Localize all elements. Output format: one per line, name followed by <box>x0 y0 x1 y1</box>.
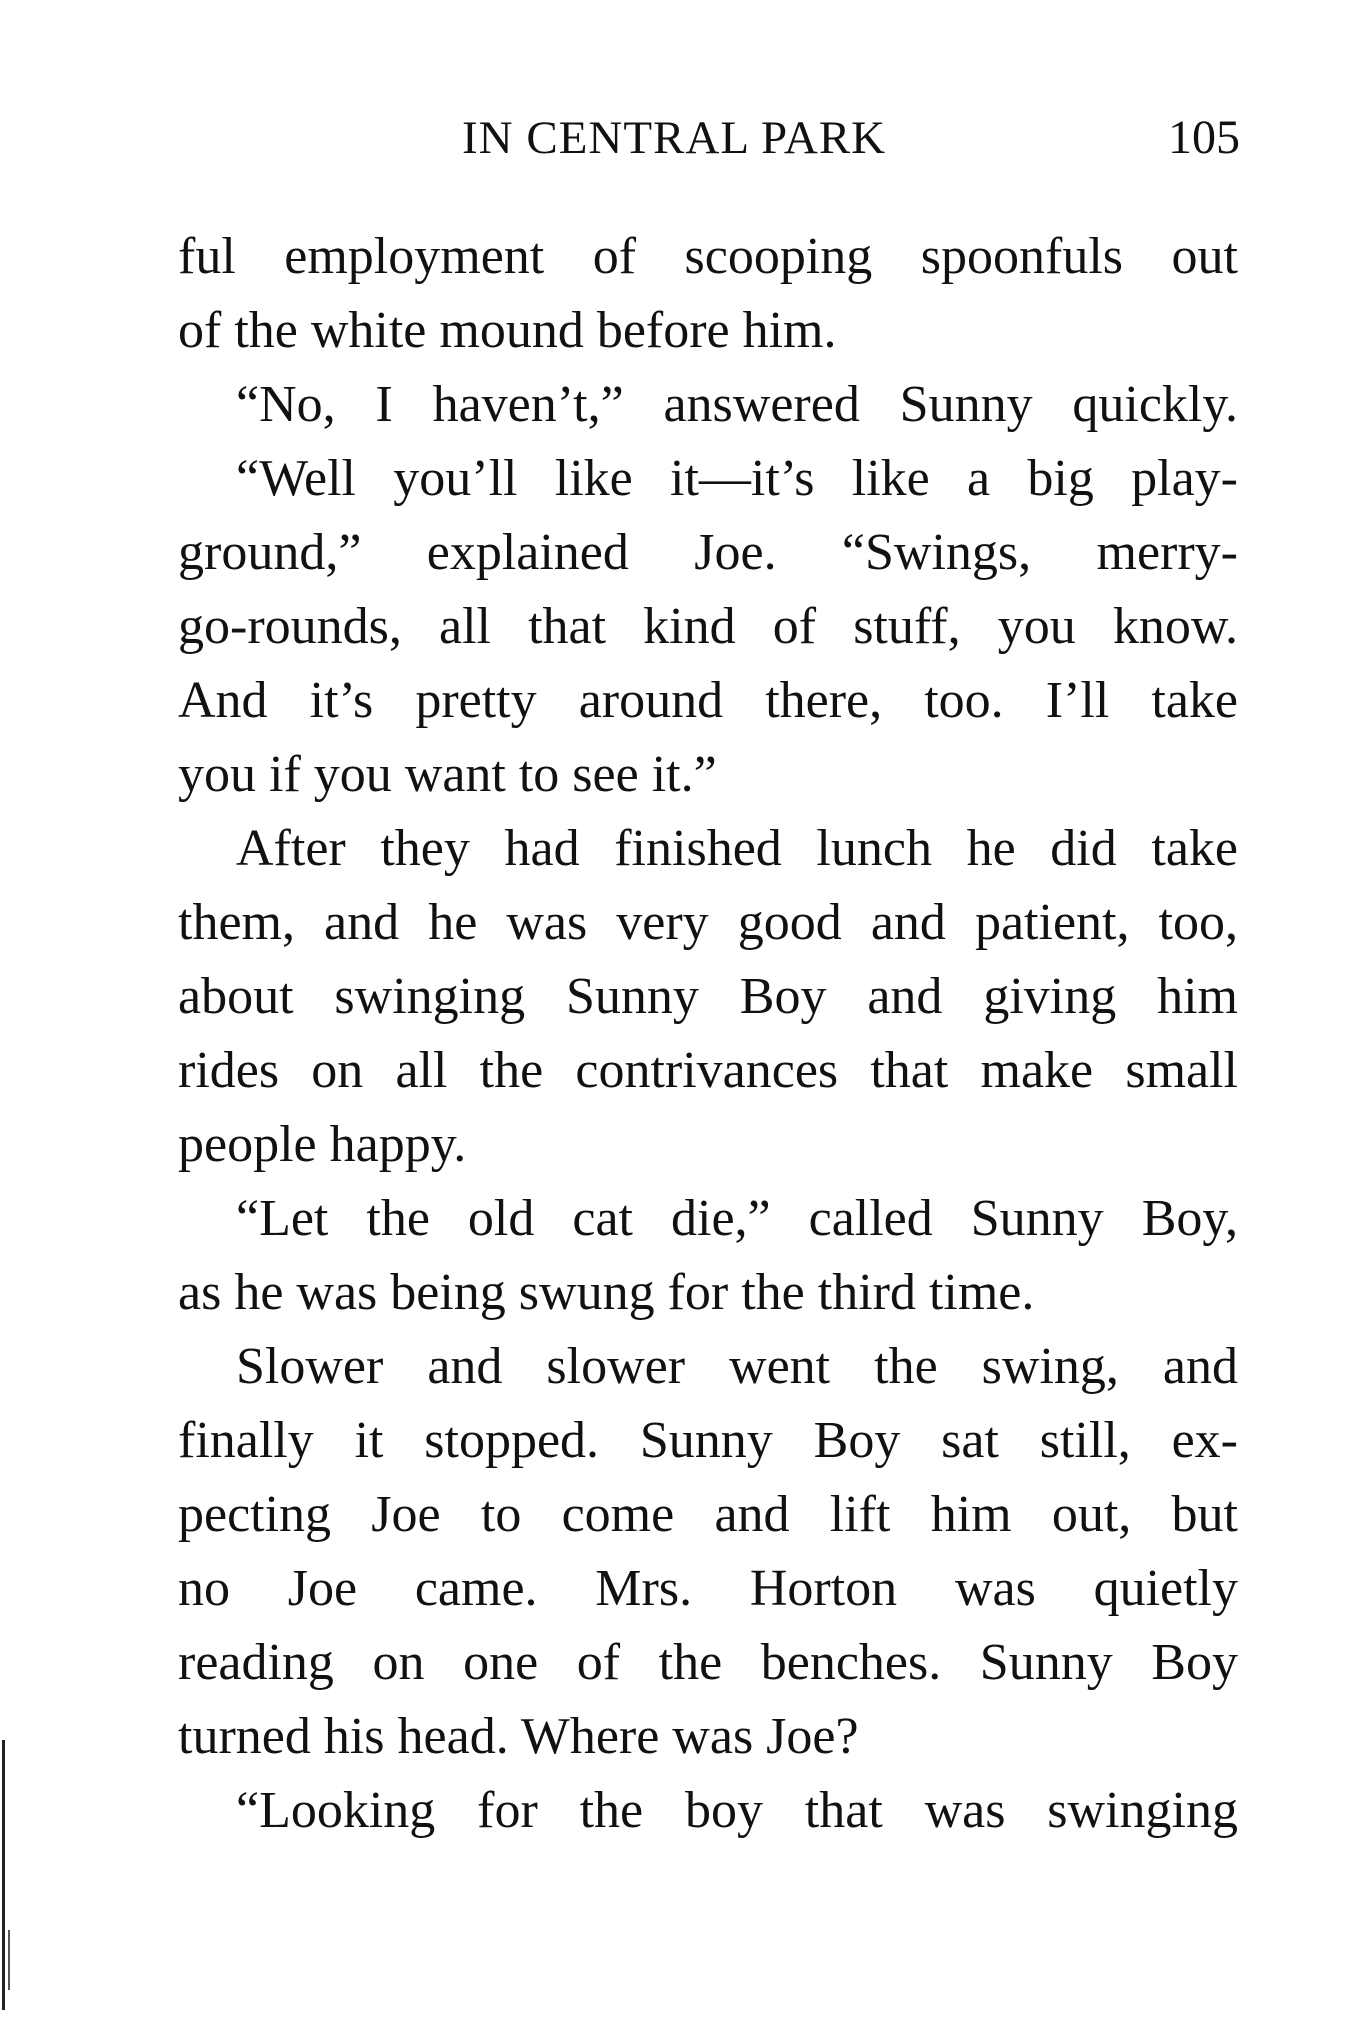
scan-edge-mark <box>8 1930 10 1990</box>
text-line: After they had finished lunch he did take <box>236 820 1238 877</box>
running-head <box>0 108 1363 168</box>
text-line: “Well you’ll like it—it’s like a big play- <box>236 450 1238 507</box>
text-line: them, and he was very good and patient, too, <box>178 894 1238 951</box>
text-line: as he was being swung for the third time. <box>178 1264 1035 1321</box>
text-line: reading on one of the benches. Sunny Boy <box>178 1634 1238 1691</box>
text-line: people happy. <box>178 1116 467 1173</box>
text-line: no Joe came. Mrs. Horton was quietly <box>178 1560 1238 1617</box>
page-number: 105 <box>1168 111 1240 164</box>
text-line: turned his head. Where was Joe? <box>178 1708 859 1765</box>
text-line: of the white mound before him. <box>178 302 837 359</box>
text-line: “Looking for the boy that was swinging <box>236 1782 1238 1839</box>
text-line: rides on all the contrivances that make small <box>178 1042 1238 1099</box>
text-line: “Let the old cat die,” called Sunny Boy, <box>236 1190 1238 1247</box>
running-title: IN CENTRAL PARK <box>462 112 887 164</box>
body-text <box>178 220 1238 1848</box>
text-line: go-rounds, all that kind of stuff, you know. <box>178 598 1238 655</box>
text-line: ground,” explained Joe. “Swings, merry- <box>178 524 1238 581</box>
text-line: “No, I haven’t,” answered Sunny quickly. <box>236 376 1238 433</box>
scan-edge-mark <box>2 1740 5 2010</box>
text-line: about swinging Sunny Boy and giving him <box>178 968 1238 1025</box>
text-line: ful employment of scooping spoonfuls out <box>178 228 1238 285</box>
text-line: you if you want to see it.” <box>178 746 717 803</box>
text-line: And it’s pretty around there, too. I’ll take <box>178 672 1238 729</box>
text-line: pecting Joe to come and lift him out, but <box>178 1486 1238 1543</box>
text-line: finally it stopped. Sunny Boy sat still, ex- <box>178 1412 1238 1469</box>
text-line: Slower and slower went the swing, and <box>236 1338 1238 1395</box>
